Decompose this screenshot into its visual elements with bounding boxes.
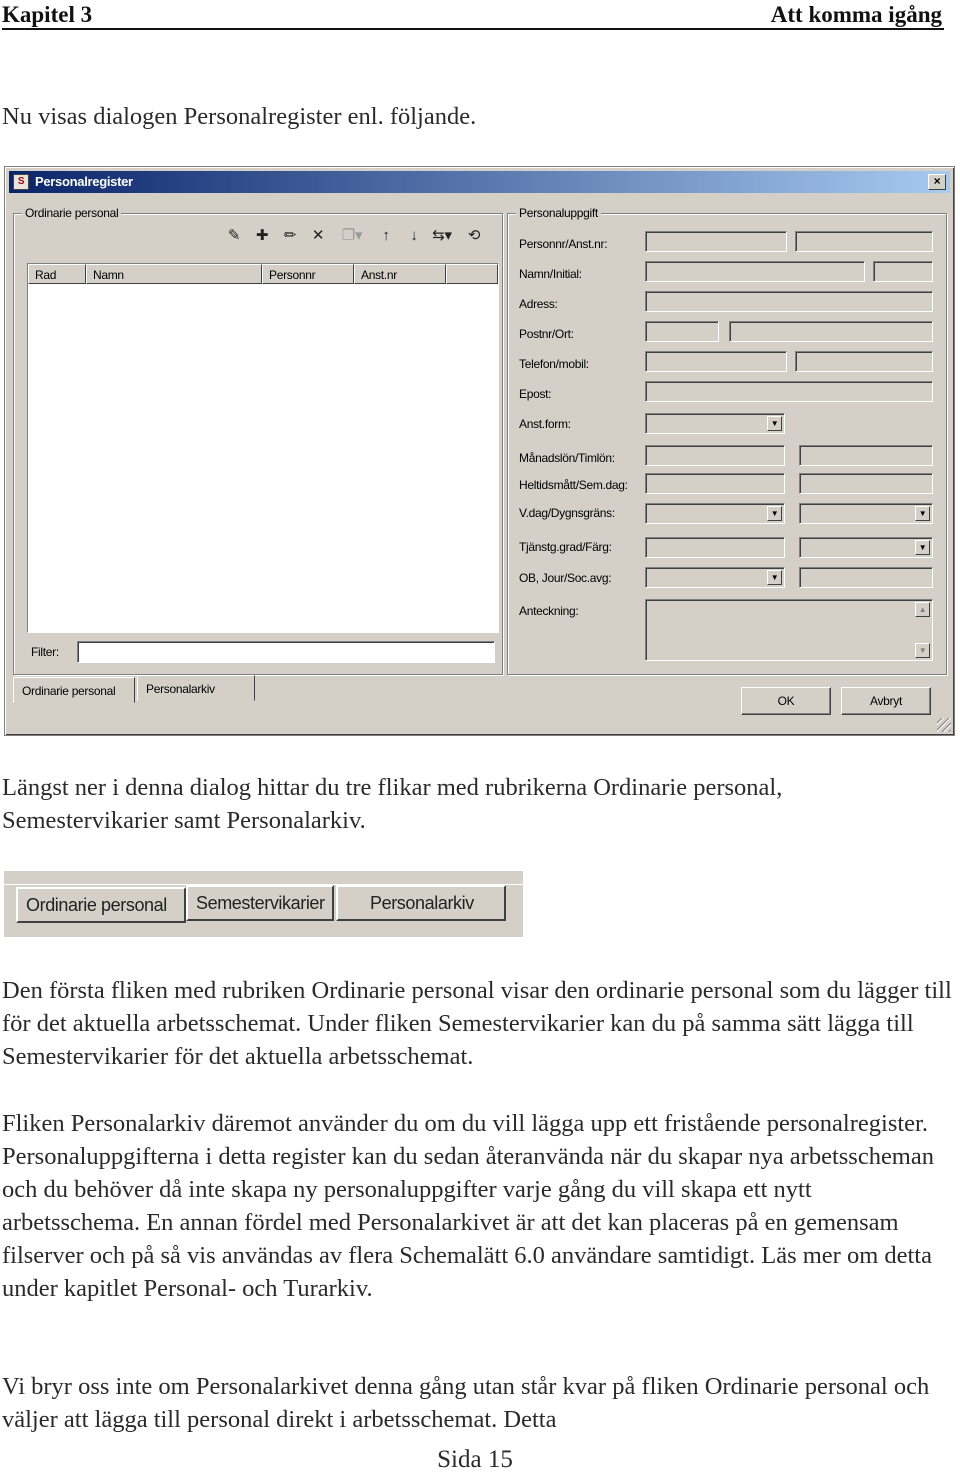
personalarkiv-paragraph: Fliken Personalarkiv däremot använder du om du vill lägga upp ett fristående personalregister. Personaluppgifterna i detta register kan du sedan återanvända när du skapar nya arbetsscheman och du behöver då inte skapa ny personaluppgifter varje gång du vill skapa ett nytt arbetsschema. En annan fördel med Personalarkivet är att det kan placeras på en gemensam filserver och på så vis användas av flera Schemalätt 6.0 användare samtidigt. Läs mer om detta under kapitlet Personal- och Turarkiv.	[2, 1110, 934, 1302]
page-number: Sida 15	[437, 1446, 513, 1473]
running-header	[2, 2, 944, 30]
cancel-button[interactable]: Avbryt	[841, 687, 931, 715]
filter-label: Filter:	[31, 645, 59, 659]
heltid-label: Heltidsmått/Sem.dag:	[519, 478, 628, 492]
tab-ordinarie-personal[interactable]: Ordinarie personal	[13, 677, 135, 703]
tjanstgrad-field[interactable]	[645, 537, 785, 558]
socavg-field[interactable]	[799, 567, 933, 588]
scroll-down-icon[interactable]: ▼	[915, 643, 930, 658]
close-button[interactable]: ×	[928, 174, 946, 190]
chevron-down-icon[interactable]: ▼	[915, 506, 930, 521]
anteckning-label: Anteckning:	[519, 604, 579, 618]
telefon-label: Telefon/mobil:	[519, 357, 589, 371]
tabstrip-screenshot	[4, 870, 523, 937]
epost-label: Epost:	[519, 387, 552, 401]
anteckning-field[interactable]	[645, 599, 933, 661]
personalregister-dialog	[4, 166, 955, 736]
vdag-label: V.dag/Dygnsgräns:	[519, 506, 615, 520]
manadslon-field[interactable]	[645, 445, 785, 466]
anstform-label: Anst.form:	[519, 417, 571, 431]
refresh-icon[interactable]: ⟲	[467, 227, 481, 244]
postnr-field[interactable]	[645, 321, 719, 342]
vdag-select[interactable]	[645, 503, 785, 524]
anstnr-field[interactable]	[795, 231, 933, 252]
scroll-up-icon[interactable]: ▲	[915, 602, 930, 617]
namn-label: Namn/Initial:	[519, 267, 582, 281]
chevron-down-icon[interactable]: ▼	[767, 570, 782, 585]
resize-grip-icon[interactable]	[937, 718, 951, 732]
tab-personalarkiv[interactable]: Personalarkiv	[137, 675, 255, 701]
personnr-field[interactable]	[645, 231, 787, 252]
tab-semestervikarier[interactable]: Semestervikarier	[186, 885, 334, 921]
staff-toolbar	[223, 225, 493, 249]
ort-field[interactable]	[729, 321, 933, 342]
adress-label: Adress:	[519, 297, 558, 311]
adress-field[interactable]	[645, 291, 933, 312]
chevron-down-icon[interactable]: ▼	[915, 540, 930, 555]
dialog-title: Personalregister	[35, 174, 133, 189]
ok-button[interactable]: OK	[741, 687, 831, 715]
add-icon[interactable]: ✚	[255, 227, 269, 244]
column-header-personnr[interactable]: Personnr	[262, 264, 354, 284]
farg-select[interactable]	[799, 537, 933, 558]
initial-field[interactable]	[873, 261, 933, 282]
intro-paragraph: Nu visas dialogen Personalregister enl. följande.	[2, 103, 477, 130]
copy-icon[interactable]: ❐▾	[341, 227, 363, 244]
dygnsgrans-select[interactable]	[799, 503, 933, 524]
edit-icon[interactable]: ✏	[283, 227, 297, 244]
epost-field[interactable]	[645, 381, 933, 402]
first-tab-paragraph: Den första fliken med rubriken Ordinarie personal visar den ordinarie personal som du lägger till för det aktuella arbetsschemat. Under fliken Semestervikarier kan du på samma sätt lägga till Semestervikarier för det aktuella arbetsschemat.	[2, 977, 952, 1070]
chapter-title: Kapitel 3	[2, 2, 93, 27]
telefon-field[interactable]	[645, 351, 787, 372]
section-title: Att komma igång	[770, 2, 942, 27]
mobil-field[interactable]	[795, 351, 933, 372]
sort-icon[interactable]: ⇆▾	[432, 227, 452, 244]
column-header-anstnr[interactable]: Anst.nr	[354, 264, 446, 284]
anstform-select[interactable]	[645, 413, 785, 434]
tab-personalarkiv[interactable]: Personalarkiv	[336, 885, 506, 921]
namn-field[interactable]	[645, 261, 865, 282]
ob-jour-select[interactable]	[645, 567, 785, 588]
dialog-titlebar	[9, 171, 950, 193]
staff-listview[interactable]	[27, 263, 499, 633]
move-up-icon[interactable]: ↑	[382, 227, 390, 244]
column-header-rad[interactable]: Rad	[28, 264, 86, 284]
tabs-paragraph: Längst ner i denna dialog hittar du tre flikar med rubrikerna Ordinarie personal, Semestervikarier samt Personalarkiv.	[2, 774, 783, 834]
delete-icon[interactable]: ✕	[311, 227, 325, 244]
app-icon: S	[13, 174, 29, 190]
lon-label: Månadslön/Timlön:	[519, 451, 615, 465]
personaluppgift-group-title: Personaluppgift	[516, 206, 601, 220]
ordinarie-group-title: Ordinarie personal	[22, 206, 121, 220]
chevron-down-icon[interactable]: ▼	[767, 416, 782, 431]
heltidsmatt-field[interactable]	[645, 473, 785, 494]
wand-icon[interactable]: ✎	[227, 227, 241, 244]
move-down-icon[interactable]: ↓	[410, 227, 418, 244]
semdag-field[interactable]	[799, 473, 933, 494]
ob-label: OB, Jour/Soc.avg:	[519, 571, 612, 585]
tjanstg-label: Tjänstg.grad/Färg:	[519, 540, 612, 554]
column-header-namn[interactable]: Namn	[86, 264, 262, 284]
filter-input[interactable]	[77, 641, 495, 663]
personnr-label: Personnr/Anst.nr:	[519, 237, 608, 251]
chevron-down-icon[interactable]: ▼	[767, 506, 782, 521]
tab-ordinarie-personal[interactable]: Ordinarie personal	[16, 887, 186, 923]
postnr-label: Postnr/Ort:	[519, 327, 574, 341]
column-header-empty	[446, 264, 498, 284]
closing-paragraph: Vi bryr oss inte om Personalarkivet denna gång utan står kvar på fliken Ordinarie personal och väljer att lägga till personal direkt i arbetsschemat. Detta	[2, 1373, 930, 1433]
timlon-field[interactable]	[799, 445, 933, 466]
